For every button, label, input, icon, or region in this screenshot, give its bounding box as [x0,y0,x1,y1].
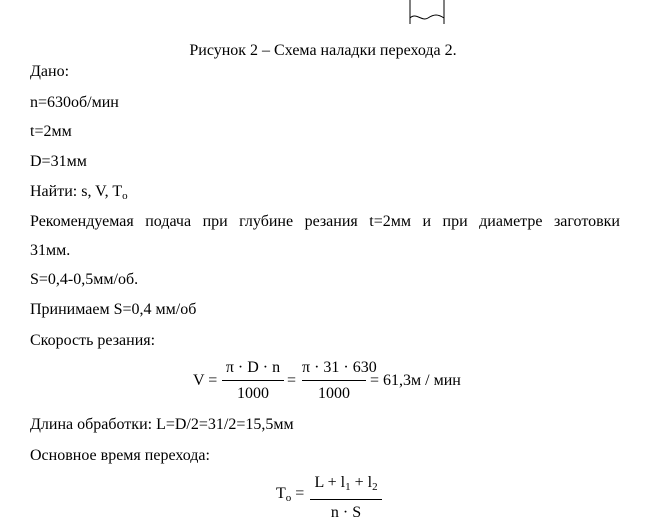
feed-recommendation-line2: 31мм. [30,242,71,259]
main-time-lhs [276,484,304,508]
speed-fraction-1-numerator: π · D · n [225,359,281,376]
main-time-numerator-sub2: 2 [372,481,378,493]
feed-range: S=0,4-0,5мм/об. [30,271,139,288]
main-time-numerator [310,473,382,497]
given-t: t=2мм [30,123,72,140]
fraction-bar [302,380,366,381]
speed-lhs: V = [193,372,218,389]
speed-equals: = [287,372,297,389]
main-time-numerator-plus: + l [350,474,373,491]
given-heading: Дано: [30,63,70,80]
main-time-lhs-subscript: o [285,492,292,504]
fraction-bar [310,499,382,500]
given-d: D=31мм [30,153,87,170]
figure-caption: Рисунок 2 – Схема наладки перехода 2. [189,42,457,59]
speed-fraction-1 [222,358,284,404]
speed-fraction-1-denominator: 1000 [237,385,269,402]
find-label: Найти: s, V, T [30,183,123,200]
speed-fraction-2 [302,358,377,404]
fraction-bar [222,380,284,381]
main-time-lhs-equals: = [295,485,305,502]
feed-recommendation-line1: Рекомендуемая подача при глубине резания t=2мм и при диаметре заготовки [30,213,620,230]
main-time-lhs-symbol: T [276,485,286,502]
length-line: Длина обработки: L=D/2=31/2=15,5мм [30,416,294,433]
given-n: n=630об/мин [30,94,119,111]
main-time-numerator-sub1: 1 [345,481,351,493]
speed-fraction-2-numerator: π · 31 · 630 [302,359,377,376]
figure-fragment [404,0,450,26]
speed-heading: Скорость резания: [30,332,156,349]
main-time-denominator: n · S [330,504,362,521]
main-time-numerator-part: L + l [314,474,346,491]
main-time-fraction [310,473,382,523]
main-time-heading: Основное время перехода: [30,447,210,464]
feed-accepted: Принимаем S=0,4 мм/об [30,301,197,318]
find-subscript: o [122,190,128,202]
speed-result: = 61,3м / мин [370,372,461,389]
speed-fraction-2-denominator: 1000 [318,385,350,402]
find-line [30,182,128,206]
